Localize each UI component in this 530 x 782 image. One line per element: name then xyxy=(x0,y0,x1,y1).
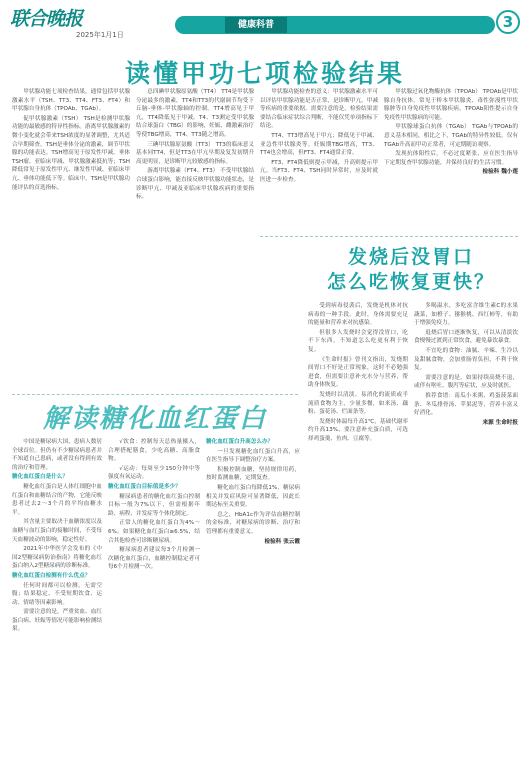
paragraph: 甲状腺过氧化物酶抗体（TPOAb） TPOAb是甲状腺自身抗体，常见于桥本甲状腺炎、毒性弥漫性甲状腺肿等自身免疫性甲状腺疾病。TPOAb阳性提示自身免疫性甲状腺病的可能。 xyxy=(384,89,518,121)
subheading: 糖化血红蛋白目标值是多少？ xyxy=(108,483,181,490)
paragraph: 总四碘甲状腺原氨酸（TT4） TT4是甲状腺分泌最多的激素，TT4和TT3的代谢调节均受下丘脑-垂体-甲状腺轴的控制。TT4增高见于甲亢，TT4降低见于甲减。T4、T3测定受甲状腺结合球蛋白（TBG）的影响，妊娠、雌激素治疗等使TBG增高，TT4、TT3随之增高。 xyxy=(136,89,254,138)
section-bar xyxy=(175,16,495,34)
newspaper-logo: 联合晚报 xyxy=(10,8,83,30)
page-number: 3 xyxy=(496,10,520,34)
paragraph: 不宜吃的食物：油腻、辛辣、生冷以及甜腻食物，会加重肠胃负担，不利于恢复。 xyxy=(414,347,518,372)
paragraph: 需要注意的是，如果持续高烧不退，或伴有呕吐、腹泻等症状，应及时就医。 xyxy=(414,374,518,390)
paragraph: 任何时间都可以检测，无需空腹；结果稳定、不受短期饮食、运动、情绪等因素影响。 xyxy=(12,582,102,606)
paragraph: 糖尿病患者建议每3个月检测一次糖化血红蛋白，血糖控制稳定者可每6个月检测一次。 xyxy=(108,547,200,571)
paragraph: 退烧后胃口逐渐恢复，可以从清淡饮食慢慢过渡到正常饮食，避免暴饮暴食。 xyxy=(414,329,518,345)
article3-column-2 xyxy=(108,438,200,773)
article3-column-1 xyxy=(12,438,102,773)
paragraph: 需要注意的是，严重贫血、血红蛋白病、妊娠等情况可能影响检测结果。 xyxy=(12,609,102,633)
paragraph: 发现抗体阳性后，不必过度紧张，应在医生指导下定期复查甲状腺功能，并保持良好的生活习惯。 xyxy=(384,151,518,166)
paragraph: 但很多人发烧时会觉得没胃口，吃不下东西，不知道怎么吃更有利于恢复。 xyxy=(308,329,408,353)
paragraph: 甲状腺球蛋白抗体（TGAb） TGAb与TPOAb的意义基本相同，相比之下，TGAb的特异性较低。仅有TGAb升高而甲功正常者，可定期随访观察。 xyxy=(384,124,518,148)
section-tag: 健康科普 xyxy=(225,17,287,33)
divider-line xyxy=(260,236,518,237)
paragraph: TT4、TT3增高见于甲亢；降低见于甲减、亚急性甲状腺炎等。妊娠期TBG增高，TT3、TT4也会增高，但FT3、FT4通常正常。 xyxy=(260,132,378,157)
paragraph: 糖尿病患者的糖化血红蛋白控制目标一般为7%以下，但需根据年龄、病程、并发症等个体化制定。 xyxy=(108,493,200,517)
issue-date: 2025年1月1日 xyxy=(76,31,124,39)
paragraph: 受到病毒侵袭后，发烧是机体对抗病毒的一种手段。此时，身体需要充足的能量和营养来对抗感染。 xyxy=(308,303,408,327)
article2-column-2 xyxy=(414,302,518,772)
subheading: 糖化血红蛋白检测有什么优点？ xyxy=(12,572,91,579)
paragraph: √运动：每周至少150分钟中等强度有氧运动。 xyxy=(108,465,200,481)
paragraph: 中国是糖尿病大国，患病人数居全球首位。但仍有不少糖尿病患者并不知道自己患病，或者没有得到有效的治疗和管理。 xyxy=(12,439,102,471)
paragraph: 2021年中华医学会发布的《中国2型糖尿病防治指南》将糖化血红蛋白纳入2型糖尿病的诊断标准。 xyxy=(12,546,102,570)
article1-signature: 检验科 魏小莲 xyxy=(482,169,518,176)
subheading: 糖化血红蛋白升高怎么办？ xyxy=(206,439,274,445)
paragraph: 正常人的糖化血红蛋白为4%～6%。如果糖化血红蛋白≥6.5%，结合其他检查可诊断糖尿病。 xyxy=(108,520,200,544)
article3-signature: 检验科 张云霞 xyxy=(264,538,300,545)
paragraph: 发烧时体温每升高1℃，基础代谢率约升高13%，要注意补充蛋白质，可选择鸡蛋羹、鱼肉、豆腐等。 xyxy=(308,418,408,442)
subheading: 糖化血红蛋白是什么？ xyxy=(12,474,68,481)
paragraph: √饮食：控制每天总热量摄入，合理搭配膳食，少吃高糖、高脂食物。 xyxy=(108,439,200,463)
divider-line xyxy=(12,394,298,395)
paragraph: 三碘甲状腺原氨酸（TT3） TT3的临床意义基本同TT4，但是TT3在甲亢早期及复发初期升高更明显，是诊断甲亢较敏感的指标。 xyxy=(136,141,254,165)
title-line: 怎么吃恢复更快？ xyxy=(326,271,495,293)
paragraph: 《生命时报》曾刊文指出，发烧期间胃口不好是正常现象，这时不必勉强进食，但需要注意补充水分与营养，帮助身体恢复。 xyxy=(308,356,408,389)
page-header xyxy=(0,0,530,40)
article-title-hba1c: 解读糖化血红蛋白 xyxy=(42,404,267,434)
paragraph: 发烧时以清淡、易消化的流质或半流质食物为主，少量多餐，如米汤、藕粉、蛋花汤、烂面条等。 xyxy=(308,391,408,416)
article3-column-3 xyxy=(206,438,300,773)
paragraph: 甲状腺功能七项检查结果，通常包括甲状腺激素水平（TSH、TT3、TT4、FT3、FT4）和甲状腺自身抗体（TPOAb、TGAb）。 xyxy=(12,89,130,113)
article1-column-3 xyxy=(260,88,378,228)
article1-column-4 xyxy=(384,88,518,228)
paragraph: FT3、FT4降低则提示甲减，升高则提示甲亢。当FT3、FT4、TSH同时异常时，应及时就医进一步检查。 xyxy=(260,159,378,183)
paragraph: 游离甲状腺素（FT4、FT3） 不受甲状腺结合球蛋白影响，能直接反映甲状腺功能状态，是诊断甲亢、甲减及亚临床甲状腺疾病的重要指标。 xyxy=(136,168,254,201)
paragraph: 糖化血红蛋白每降低1%，糖尿病相关并发症风险可显著降低，因此长期达标至关重要。 xyxy=(206,484,300,509)
paragraph: 促甲状腺激素（TSH） TSH是检测甲状腺功能的最敏感的特异性指标。游离甲状腺激素的微小变化就会带来TSH浓度的显著调整，尤其适合早期筛查。TSH是垂体分泌的激素，调节甲状腺的功能表达。TSH增高见于原发性甲减、垂体TSH瘤、亚临床甲减、甲状腺激素抵抗等；TSH降低常见于原发性甲亢、继发性甲减、亚临床甲亢、垂体功能低下等。临床中，TSH是甲状腺功能评估的首选指标。 xyxy=(12,115,130,191)
article-title-thyroid: 读懂甲功七项检验结果 xyxy=(124,59,405,88)
paragraph: 其含量主要取决于血糖浓度以及血糖与血红蛋白的接触时间，不受每天血糖波动的影响，稳定性好。 xyxy=(12,519,102,543)
article2-column-1 xyxy=(308,302,408,772)
article-title-fever xyxy=(306,245,516,295)
article1-column-1 xyxy=(12,88,130,393)
article1-column-2 xyxy=(136,88,254,393)
paragraph: 糖化血红蛋白是人体红细胞中血红蛋白和血糖结合的产物，它能反映患者过去2～3个月的平均血糖水平。 xyxy=(12,483,102,516)
paragraph: 一旦发现糖化血红蛋白升高，应在医生指导下调整治疗方案。 xyxy=(206,448,300,464)
article2-signature: 来源 生命时报 xyxy=(482,419,518,426)
paragraph: 积极控制血糖，坚持规律用药，按时监测血糖，定期复查。 xyxy=(206,466,300,482)
paragraph: 总之，HbA1c作为评估血糖控制的金标准，对糖尿病的诊断、治疗和管理都有重要意义。 xyxy=(206,511,300,535)
paragraph: 多喝温水，多吃富含维生素C的水果蔬菜，如橙子、猕猴桃、西红柿等，有助于增强免疫力。 xyxy=(414,303,518,327)
title-line: 发烧后没胃口 xyxy=(347,246,474,268)
paragraph: 推荐食谱：南瓜小米粥、鸡蛋菠菜面条、冬瓜排骨汤、苹果泥等，营养丰富又好消化。 xyxy=(414,392,518,417)
paragraph: 甲状腺功能检查的意义：甲状腺激素水平可以评估甲状腺功能是否正常，是诊断甲亢、甲减等疾病的重要依据。需要注意的是，检验结果需要结合临床症状综合判断，不能仅凭单项指标下结论。 xyxy=(260,89,378,130)
